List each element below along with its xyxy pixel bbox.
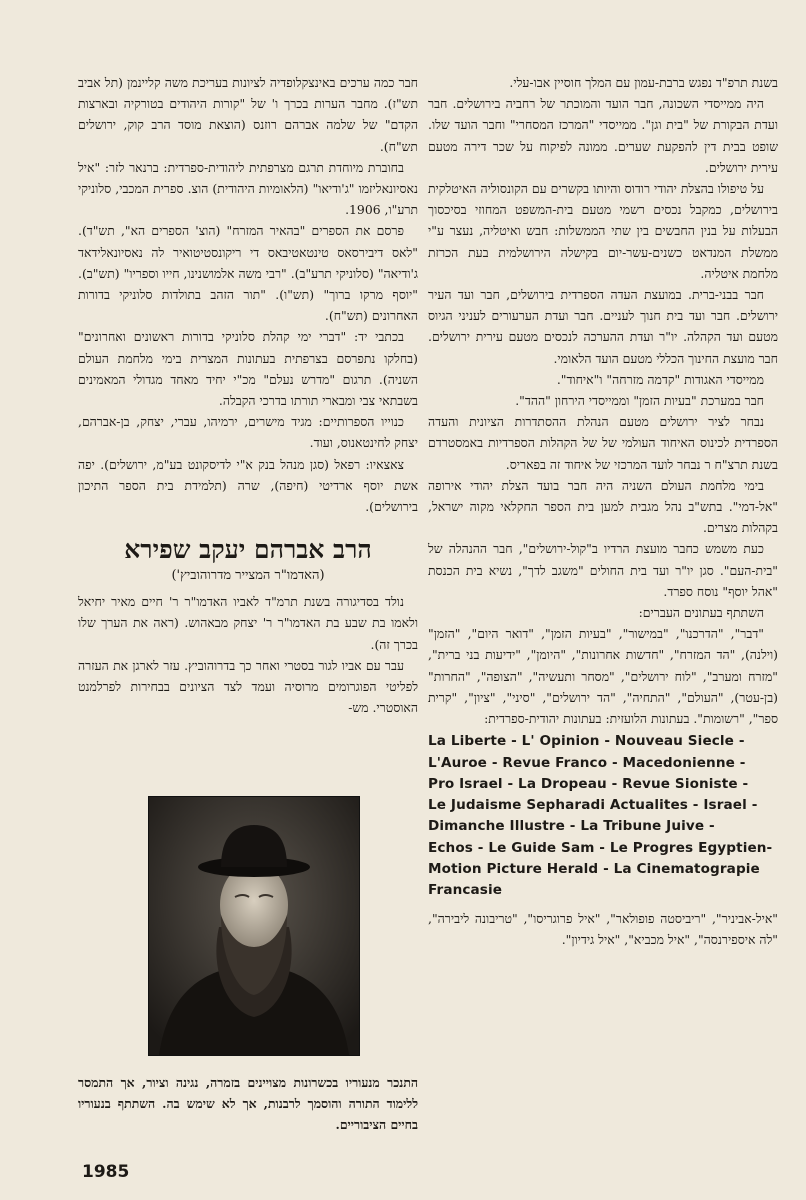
paragraph: כעת משמש כחבר מועצת הרדיו ב"קול-ירושלים", חבר ההנהלה של "בית-העם". סגן יו"ר ועד בית החולים "משגב לדך", נשיא בית הכנסת "אהל יוסף" נוסח ספרד. (428, 541, 778, 599)
left-column (78, 72, 418, 718)
right-column (428, 72, 778, 950)
paragraph: בחוברת מיוחדת תרגם מצרפתית ליהודית-ספרדית: ברנאר לזר: "איל נאסיונאליזמו "ג'ודיאו" (הלאומיות היהודית) הוצ. ספרית המכבי, סלוניקי תרע"ו, 1906. (78, 159, 418, 218)
paragraph: ממייסדי האגודות "קדמה מזרחה" ו"איחוד". (556, 371, 764, 387)
paragraph: נבחר לציר ירושלים מטעם הנהלת ההסתדרות הציונית והעדה הספרדית לכינוס האיחוד העולמי של של הקהלות הספרדיות באמסטרדם בשנת תרצ"ח ר נבחר לועד המרכזי של איחוד זה בפאריס. (428, 414, 778, 472)
entry-title: הרב אברהם יעקב שפירא (124, 535, 372, 565)
latin-line: Motion Picture Herald - La Cinematograpie (428, 861, 760, 878)
latin-line: Echos - Le Guide Sam - Le Progres Egyptien- (428, 839, 773, 856)
latin-line: Pro Israel - La Dropeau - Revue Sioniste - (428, 775, 749, 792)
paragraph: בשנת תרפ"ד נפגש ברבת-עמון עם המלך חוסיין אבו-עלי. (509, 75, 778, 90)
paragraph: פרסם את הספרים "בהאיר המזרח" (הוצ' הספרים הא", תש"ד). "לאס דיבירסאס טינטאטיבאס די ריקונסטיטואיר לה נאסיונאלידאד ג'ודיאה" (סלוניקי תרע"ב). "רבי משה אלמושנינו, חייו וספריו" (תש"ב). "יוסף מרקו ברוך" (תש"ו). "תור הזהב בתולדות סלוניקי בדורות האחרונים (תש"ח). (78, 223, 418, 324)
paragraph: חבר כמה ערכים באינצקלופדיה לציונות בעריכת משה קליינמן (תל אביב תש"ז). מחבר הערות בכרך ו' של "קורות היהודים בטורקיה ובארצות הקדם" של שלמה אברהם רוזנס (הוצאת מוסד הרב קוק, ירושלים תש"ח). (78, 75, 418, 154)
portrait-image (149, 797, 359, 1055)
paragraph: חבר במערכת "בעיות הזמן" וממייסדי הירחון "ההד". (515, 393, 764, 409)
portrait-photo (148, 796, 360, 1056)
paragraph: נולד בסדיגורה בשנת תרמ"ד לאביו האדמו"ר ר' חיים מאיר יחיאל ולאמו בת שבע בת האדמו"ר ר' יצחק מבאהוש. (ראה את הערך שלו בכרך זה). (78, 594, 418, 652)
paragraph: היה ממייסדי השכונה, חבר הועד והמוכתר של רחביה בירושלים. חבר ועדת הבקורת של "בית וגן". ממייסדי "המרכז המסחרי" וחבר הועד שלו. שופט בבית דין להפקעת שערים. ממונה לפיקוח על שכר דירה מטעם עירית ירושלים. (428, 96, 778, 175)
paragraph: חבר בבני-ברית. במועצת העדה הספרדית בירושלים, חבר ועד העיר ירושלים. חבר ועד בית חנוך לעניים. חבר ועדת הערעורים לעניני הגיוס מטעם ועד הקהלה. יו"ר ועדת ההערכה לנכסים מטעם עירית ירושלים. חבר מועצת החינוך הכללי מטעם הועד הלאומי. (428, 287, 778, 366)
paragraph: על טיפולו בהצלת יהודי רודוס והיותו בקשרים עם הקונסוליה האיטלקית בירושלים, כמקבל נכסים רשמי מטעם בית-המשפט המחוזי בסיכסוך הבעלות על בנין החבשים בין שתי הממשלות: חבש ואיטליה, נעצר ע"י ממשלת המנדאט כשנים-עשר-יום בקישלה הירושלמית בעת הכרזת מלחמת איטליה. (428, 181, 778, 281)
paragraph: עבר עם אביו לגור בסטרי ואחר כך בדרוהוביץ. עזר לארגן את העזרה לפליטי הפוגרומים מרוסיה ועמד לצד הציונים בבחירות לפרלמנט האוסטרי. מש- (78, 657, 418, 716)
paragraph: צאצאיו: רפאל (סגן מנהל בנק א"י לדיסקונט בע"מ, ירושלים). יפה אשת יוסף ארדיטי (חיפה), שרה (תלמידת בית הספר התיכון בירושלים). (78, 456, 418, 515)
latin-line: Dimanche Illustre - La Tribune Juive - (428, 818, 715, 835)
page-number: 1985 (82, 1162, 130, 1182)
newspaper-list: "דבר", "הדרכנו", "במישור", "בעיות הזמן", "דואר היום", "הזמן" (וילנה), "הד המזרח", "חדשות אחרונות", "היומן", "ידיעות בני ברית", "מזרח ומערב", "לוח ירושלים", "מסחר ותעשיה", "הצופה", "החרות" (בן-עטר), "העולם", "התחיה", "הד ירושלים", "סיני", "ציון", "קרית ספר", "רשומות". בעתונות הלועזית: בעתונות יהודית-ספרדית: (428, 626, 778, 727)
ladino-newspaper-list: "איל-אביניר", "ריביסטה פופולאר", "איל פרוגריסו", "טריבונה ליבירה", "לה איספירנסה", "איל מכביא", "איל גידיון". (428, 910, 778, 947)
paragraph: כנוייו הספרותיים: מגיד מישרים, ירמיהו, עברי, יצחק, בן-אברהם, יצחק לחינטאנוס, ועוד. (78, 414, 418, 451)
paragraph: השתתף בעתונים העברים: (638, 605, 764, 621)
latin-line: La Liberte - L' Opinion - Nouveau Siecle - (428, 733, 745, 750)
paragraph: התנכר מנעוריו בכשרונות מצויינים בזמרה, נגינה וציור, אך התמסר ללימוד התורה והוסמך לרבנות, אך לא שימש בה. השתתף בנעוריו בחיים הציבוריים. (78, 1075, 418, 1133)
entry-subtitle: (האדמו"ר המצייר מדרוהוביץ') (171, 568, 325, 584)
latin-line: L'Auroe - Revue Franco - Macedonienne - (428, 754, 746, 771)
caption-text-block (78, 1072, 418, 1136)
latin-newspaper-list (428, 731, 778, 901)
paragraph: בכתבי יד: "דברי ימי קהלת סלוניקי בדורות ראשונים ואחרונים" (בחלקו נתפרסם בצרפתית בעתונות המצרית בימי מלחמת העולם השניה). תרגום "מדרש נעלם" מכ"י יחיד מאחד מגדולי המאמינים בשבתאי צבי ומבארי תורתו בדרכי הקבלה. (78, 329, 418, 409)
paragraph: בימי מלחמת העולם השניה היה חבר בועד הצלת יהודי אירופה "אל-דמי". בתש"ב נהל מגבית למען בית הספר החקלאי מקוה ישראל, בקהלות מצרים. (428, 477, 778, 536)
latin-line: Le Judaisme Sepharadi Actualites - Israel - (428, 797, 758, 814)
latin-line: Francasie (428, 882, 503, 899)
